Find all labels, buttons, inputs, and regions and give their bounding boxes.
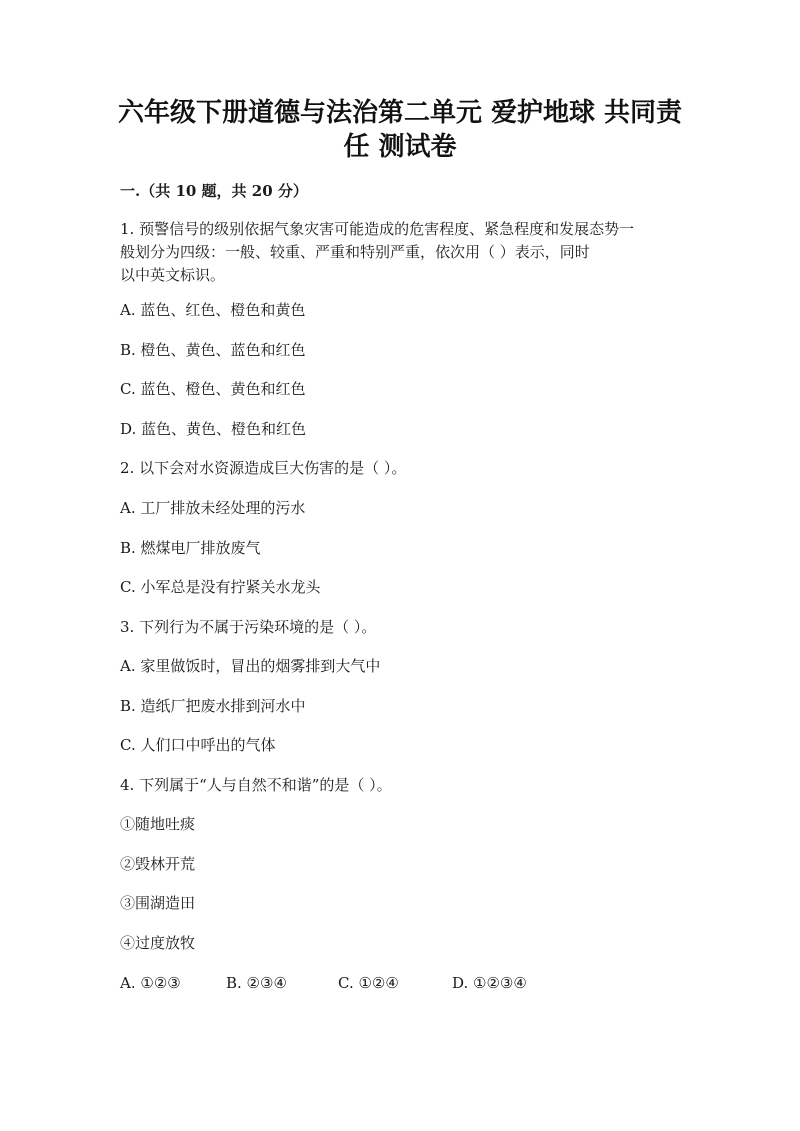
question-2-stem: 2. 以下会对水资源造成巨大伤害的是（ ）。 [120, 459, 407, 477]
page-title-line-1: 六年级下册道德与法治第二单元 爱护地球 共同责 [117, 98, 683, 128]
question-4-option-d: D. ①②③④ [452, 974, 527, 992]
question-1-option-a: A. 蓝色、红色、橙色和黄色 [120, 301, 306, 319]
question-1-stem-line-2: 般划分为四级：一般、较重、严重和特别严重，依次用（ ）表示，同时 [120, 243, 590, 261]
question-3-stem: 3. 下列行为不属于污染环境的是（ ）。 [120, 618, 377, 636]
question-2-option-a: A. 工厂排放未经处理的污水 [120, 499, 306, 517]
question-4-option-b: B. ②③④ [226, 974, 287, 992]
question-3-option-c: C. 人们口中呼出的气体 [120, 736, 276, 754]
question-4-option-c: C. ①②④ [338, 974, 399, 992]
page-title-line-2: 任 测试卷 [343, 132, 457, 162]
section-heading: 一.（共 10 题，共 20 分） [120, 182, 308, 200]
question-3-option-b: B. 造纸厂把废水排到河水中 [120, 697, 306, 715]
question-4-item-3: ③围湖造田 [120, 894, 196, 912]
question-1-option-d: D. 蓝色、黄色、橙色和红色 [120, 420, 307, 438]
question-3-option-a: A. 家里做饭时，冒出的烟雾排到大气中 [120, 657, 381, 675]
question-4-item-4: ④过度放牧 [120, 934, 196, 952]
question-1-stem-line-3: 以中英文标识。 [120, 266, 226, 284]
question-4-option-a: A. ①②③ [120, 974, 181, 992]
question-2-option-b: B. 燃煤电厂排放废气 [120, 539, 261, 557]
question-4-stem: 4. 下列属于“人与自然不和谐”的是（ ）。 [120, 776, 392, 794]
question-1-option-c: C. 蓝色、橙色、黄色和红色 [120, 380, 306, 398]
question-1-stem-line-1: 1. 预警信号的级别依据气象灾害可能造成的危害程度、紧急程度和发展态势一 [120, 220, 635, 238]
question-4-item-2: ②毁林开荒 [120, 855, 196, 873]
question-4-item-1: ①随地吐痰 [120, 815, 196, 833]
question-1-option-b: B. 橙色、黄色、蓝色和红色 [120, 341, 306, 359]
question-2-option-c: C. 小军总是没有拧紧关水龙头 [120, 578, 321, 596]
